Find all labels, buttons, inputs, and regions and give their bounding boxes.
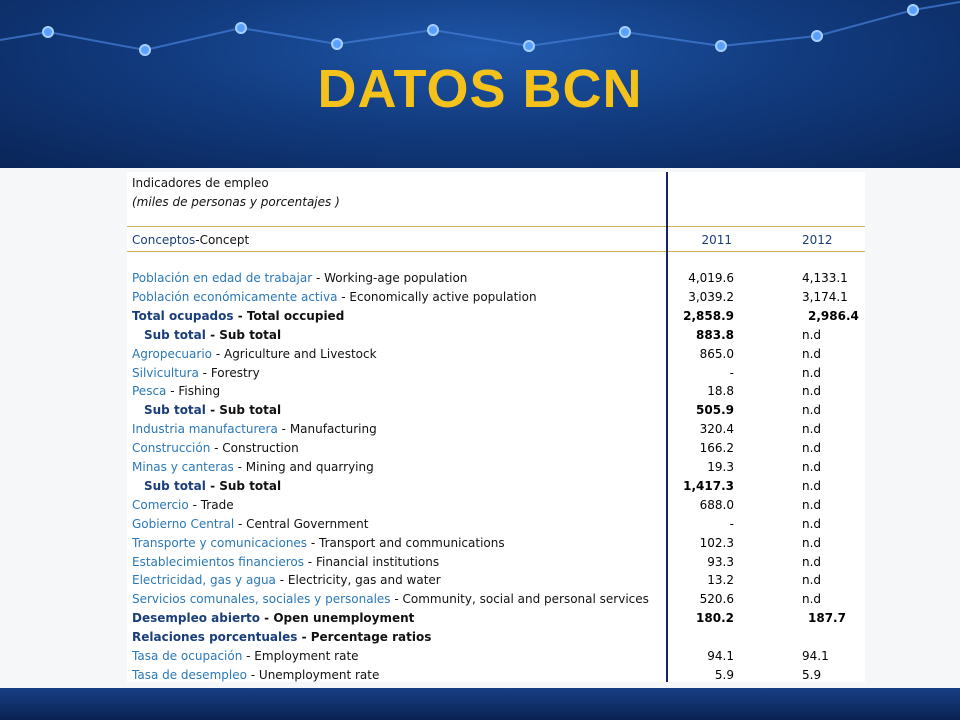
value-2011: 505.9	[696, 403, 734, 418]
column-divider	[666, 172, 668, 682]
row-label-es: Industria manufacturera	[132, 422, 278, 437]
value-2011: 19.3	[707, 460, 734, 474]
value-2011: 688.0	[699, 497, 734, 512]
row-label-es: Pesca	[132, 384, 167, 399]
table-row: Servicios comunales, sociales y personales - Community, social and personal services 520.6 n.d	[132, 590, 862, 609]
graph-dot	[524, 41, 534, 51]
table-row: Gobierno Central - Central Government - n.d	[132, 515, 862, 534]
row-label-en: Total occupied	[246, 308, 345, 323]
value-2011: 18.8	[707, 384, 734, 399]
value-2012: n.d	[802, 422, 822, 437]
row-label-en: Working-age population	[324, 271, 468, 285]
row-label-en: Construction	[222, 441, 299, 456]
row-label-en: Financial institutions	[315, 554, 440, 569]
header-divider-bottom	[127, 251, 865, 252]
column-header-concept-es: Conceptos	[132, 233, 196, 247]
graph-dot	[812, 31, 822, 41]
graph-dot	[716, 41, 726, 51]
value-2012: 4,133.1	[802, 271, 848, 285]
table-row: Minas y canteras - Mining and quarrying 19.3 n.d	[132, 458, 862, 477]
table-row: Pesca - Fishing 18.8 n.d	[132, 382, 862, 401]
table-row: Sub total - Sub total 883.8 n.d	[132, 326, 862, 345]
value-2012: n.d	[802, 365, 822, 380]
value-2011: 93.3	[707, 554, 734, 569]
row-label-en: Manufacturing	[289, 422, 377, 437]
graph-dot	[908, 5, 918, 15]
value-2012: n.d	[802, 384, 822, 399]
table-row: Total ocupados - Total occupied 2,858.9 2,986.4	[132, 307, 862, 326]
table-row: Establecimientos financieros - Financial institutions 93.3 n.d	[132, 553, 862, 572]
table-row: Población en edad de trabajar - Working-age population 4,019.6 4,133.1	[132, 269, 862, 288]
row-label-es: Sub total	[144, 403, 206, 418]
row-label-es: Sub total	[144, 478, 206, 493]
value-2011: 865.0	[699, 346, 734, 361]
table-row: Silvicultura - Forestry - n.d	[132, 364, 862, 383]
graph-dot	[43, 27, 53, 37]
value-2012: n.d	[802, 516, 822, 531]
graph-dot	[332, 39, 342, 49]
table-row: Agropecuario - Agriculture and Livestock 865.0 n.d	[132, 345, 862, 364]
row-label-es: Gobierno Central	[132, 516, 235, 531]
table-row: Comercio - Trade 688.0 n.d	[132, 496, 862, 515]
row-label-en: Sub total	[219, 403, 282, 418]
column-header-row: Conceptos-Concept 2011 2012	[132, 231, 862, 250]
row-label-en: Transport and communications	[319, 535, 505, 550]
value-2012: n.d	[802, 535, 822, 550]
value-2011: -	[729, 365, 734, 380]
graph-dot	[236, 23, 246, 33]
value-2012: n.d	[802, 460, 822, 474]
row-label-es: Minas y canteras	[132, 460, 234, 474]
row-label-es: Agropecuario	[132, 346, 213, 361]
row-label-en: Forestry	[210, 365, 260, 380]
table-row: Sub total - Sub total 1,417.3 n.d	[132, 477, 862, 496]
value-2011: 2,858.9	[683, 308, 734, 323]
row-label-es: Población económicamente activa	[132, 289, 338, 304]
table-subheading: (miles de personas y porcentajes )	[132, 195, 340, 209]
header-banner	[0, 0, 960, 168]
graph-dot	[140, 45, 150, 55]
value-2011: 4,019.6	[688, 271, 734, 285]
row-label-es: Sub total	[144, 327, 206, 342]
row-label-es: Tasa de ocupación	[132, 649, 243, 663]
footer-bar	[0, 688, 960, 720]
table-row: Población económicamente activa - Economically active population 3,039.2 3,174.1	[132, 288, 862, 307]
table-row: Tasa de desempleo - Unemployment rate 5.9 5.9	[132, 666, 862, 685]
row-label-es: Relaciones porcentuales	[132, 630, 298, 645]
value-2011: 180.2	[696, 611, 734, 626]
row-label-en: Mining and quarrying	[245, 460, 374, 474]
value-2011: -	[729, 516, 734, 531]
row-label-en: Central Government	[246, 516, 369, 531]
value-2012: n.d	[802, 554, 822, 569]
row-label-es: Servicios comunales, sociales y personales	[132, 592, 391, 607]
row-label-en: Sub total	[219, 478, 282, 493]
value-2012: 94.1	[802, 649, 829, 663]
row-label-es: Tasa de desempleo	[132, 667, 247, 682]
row-label-es: Silvicultura	[132, 365, 199, 380]
column-header-2011: 2011	[701, 233, 732, 247]
table-row: Desempleo abierto - Open unemployment 180.2 187.7	[132, 609, 862, 628]
row-label-es: Transporte y comunicaciones	[132, 535, 308, 550]
value-2012: n.d	[802, 346, 822, 361]
value-2011: 94.1	[707, 649, 734, 663]
value-2012: n.d	[802, 327, 822, 342]
value-2012: 5.9	[802, 667, 822, 682]
column-header-2012: 2012	[802, 233, 833, 247]
page-title: DATOS BCN	[317, 59, 643, 119]
row-label-en: Community, social and personal services	[402, 592, 649, 607]
row-label-es: Establecimientos financieros	[132, 554, 304, 569]
value-2012: 187.7	[808, 611, 846, 626]
value-2012: n.d	[802, 441, 822, 456]
row-label-es: Total ocupados	[132, 308, 234, 323]
value-2012: 3,174.1	[802, 289, 848, 304]
row-label-en: Unemployment rate	[258, 667, 380, 682]
graph-dot	[620, 27, 630, 37]
table-row: Industria manufacturera - Manufacturing 320.4 n.d	[132, 420, 862, 439]
row-label-en: Trade	[200, 497, 234, 512]
value-2011: 102.3	[699, 535, 734, 550]
table-row: Sub total - Sub total 505.9 n.d	[132, 401, 862, 420]
value-2011: 13.2	[707, 573, 734, 588]
row-label-en: Fishing	[178, 384, 221, 399]
header-divider-top	[127, 226, 865, 227]
value-2012: 2,986.4	[808, 308, 859, 323]
value-2011: 1,417.3	[683, 478, 734, 493]
value-2012: n.d	[802, 573, 822, 588]
row-label-en: Percentage ratios	[310, 630, 432, 645]
table-row: Transporte y comunicaciones - Transport and communications 102.3 n.d	[132, 534, 862, 553]
table-row: Electricidad, gas y agua - Electricity, gas and water 13.2 n.d	[132, 571, 862, 590]
table-row: Construcción - Construction 166.2 n.d	[132, 439, 862, 458]
row-label-es: Comercio	[132, 497, 189, 512]
row-label-es: Construcción	[132, 441, 211, 456]
value-2012: n.d	[802, 403, 822, 418]
row-label-es: Electricidad, gas y agua	[132, 573, 276, 588]
row-label-en: Electricity, gas and water	[287, 573, 441, 588]
table-row: Relaciones porcentuales - Percentage ratios	[132, 628, 862, 647]
column-header-concept-en: Concept	[199, 233, 250, 247]
value-2011: 320.4	[699, 422, 734, 437]
value-2011: 520.6	[699, 592, 734, 607]
graph-dot	[428, 25, 438, 35]
table-heading: Indicadores de empleo	[132, 176, 269, 190]
row-label-es: Desempleo abierto	[132, 611, 260, 626]
value-2012: n.d	[802, 592, 822, 607]
value-2012: n.d	[802, 497, 822, 512]
table-row: Tasa de ocupación - Employment rate 94.1 94.1	[132, 647, 862, 666]
row-label-en: Employment rate	[254, 649, 359, 663]
value-2011: 166.2	[699, 441, 734, 456]
row-label-en: Sub total	[219, 327, 282, 342]
row-label-en: Open unemployment	[273, 611, 415, 626]
value-2011: 883.8	[696, 327, 734, 342]
row-label-en: Economically active population	[349, 289, 537, 304]
row-label-es: Población en edad de trabajar	[132, 271, 313, 285]
row-label-en: Agriculture and Livestock	[223, 346, 377, 361]
value-2011: 5.9	[714, 667, 734, 682]
value-2011: 3,039.2	[688, 289, 734, 304]
value-2012: n.d	[802, 478, 822, 493]
